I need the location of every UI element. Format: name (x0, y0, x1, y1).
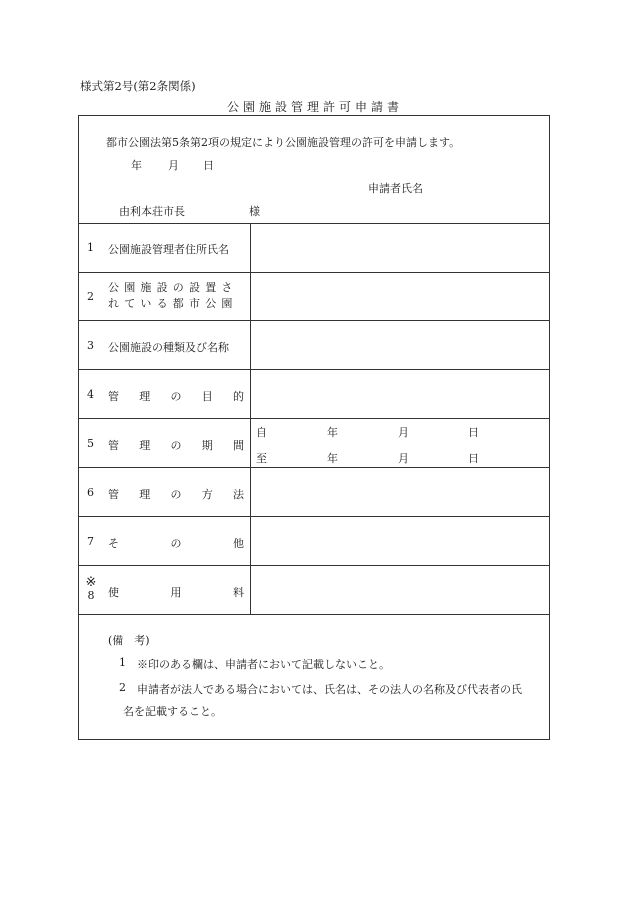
row-8-number-text: 8 (87, 589, 95, 602)
row-6-label-char: 方 (201, 488, 213, 501)
period-from-year: 年 (327, 426, 338, 439)
asterisk-mark: ※ (85, 575, 97, 590)
period-to-label: 至 (256, 452, 267, 465)
row-3-number: 3 (87, 339, 94, 352)
row-7-label (108, 535, 244, 551)
date-day: 日 (203, 159, 214, 172)
row-2-number: 2 (87, 290, 94, 303)
remark-2-text-line2: 名を記載すること。 (123, 705, 222, 718)
period-to-month: 月 (398, 452, 409, 465)
document-title: 公園施設管理許可申請書 (226, 100, 403, 114)
remark-1-text: ※印のある欄は、申請者において記載しないこと。 (137, 658, 390, 671)
row-7-number: 7 (87, 535, 94, 548)
row-8-label (108, 584, 244, 600)
row-6-label-char: の (170, 488, 182, 501)
row-divider (78, 516, 550, 517)
remarks-heading: (備 考) (108, 634, 150, 647)
addressee: 由利本荘市長 (119, 205, 185, 218)
row-4-label-char: の (170, 390, 182, 403)
row-5-label-char: 理 (139, 439, 151, 452)
row-2-label (108, 280, 244, 312)
row-1-number: 1 (87, 241, 94, 254)
row-divider (78, 320, 550, 321)
row-2-label-line1-text: 公園施設の設置さ (108, 281, 238, 294)
row-divider (78, 223, 550, 224)
row-5-label-char: の (170, 439, 182, 452)
row-divider (78, 418, 550, 419)
period-to-year: 年 (327, 452, 338, 465)
row-divider (78, 467, 550, 468)
date-month: 月 (168, 159, 179, 172)
row-4-number: 4 (87, 388, 94, 401)
row-4-label-char: 的 (233, 390, 244, 403)
row-2-label-line2-text: れている都市公園 (108, 297, 238, 310)
row-divider (78, 272, 550, 273)
row-6-number: 6 (87, 486, 94, 499)
row-6-label-char: 管 (108, 488, 119, 501)
row-4-label (108, 388, 244, 404)
row-8-number (85, 576, 97, 602)
row-divider (78, 369, 550, 370)
row-1-label: 公園施設管理者住所氏名 (108, 243, 229, 256)
date-year: 年 (131, 159, 142, 172)
period-from-month: 月 (398, 426, 409, 439)
period-from-label: 自 (256, 426, 267, 439)
form-number: 様式第2号(第2条関係) (80, 79, 196, 93)
row-4-label-char: 理 (139, 390, 151, 403)
row-divider (78, 614, 550, 615)
row-5-label-char: 間 (233, 439, 244, 452)
row-8-label-char: 用 (170, 586, 182, 599)
row-8-label-char: 料 (233, 586, 244, 599)
row-7-label-char: 他 (233, 537, 244, 550)
row-5-label-char: 管 (108, 439, 119, 452)
honorific: 様 (249, 205, 260, 218)
remark-1-number: 1 (119, 656, 126, 669)
period-from-day: 日 (468, 426, 479, 439)
row-6-label-char: 理 (139, 488, 151, 501)
row-2-label-line2 (108, 296, 244, 312)
row-2-label-line1 (108, 280, 244, 296)
row-3-label: 公園施設の種類及び名称 (108, 341, 229, 354)
applicant-name-label: 申請者氏名 (368, 182, 423, 195)
row-5-label-char: 期 (201, 439, 213, 452)
intro-text: 都市公園法第5条第2項の規定により公園施設管理の許可を申請します。 (106, 136, 461, 149)
row-7-label-char: の (170, 537, 182, 550)
row-4-label-char: 管 (108, 390, 119, 403)
remark-2-text-line1: 申請者が法人である場合においては、氏名は、その法人の名称及び代表者の氏 (137, 683, 522, 696)
row-5-number: 5 (87, 437, 94, 450)
row-4-label-char: 目 (201, 390, 213, 403)
row-5-label (108, 437, 244, 453)
row-6-label (108, 486, 244, 502)
row-7-label-char: そ (108, 537, 119, 550)
row-8-label-char: 使 (108, 586, 119, 599)
period-to-day: 日 (468, 452, 479, 465)
row-6-label-char: 法 (233, 488, 244, 501)
remark-2-number: 2 (119, 681, 126, 694)
column-divider (250, 223, 251, 614)
row-divider (78, 565, 550, 566)
